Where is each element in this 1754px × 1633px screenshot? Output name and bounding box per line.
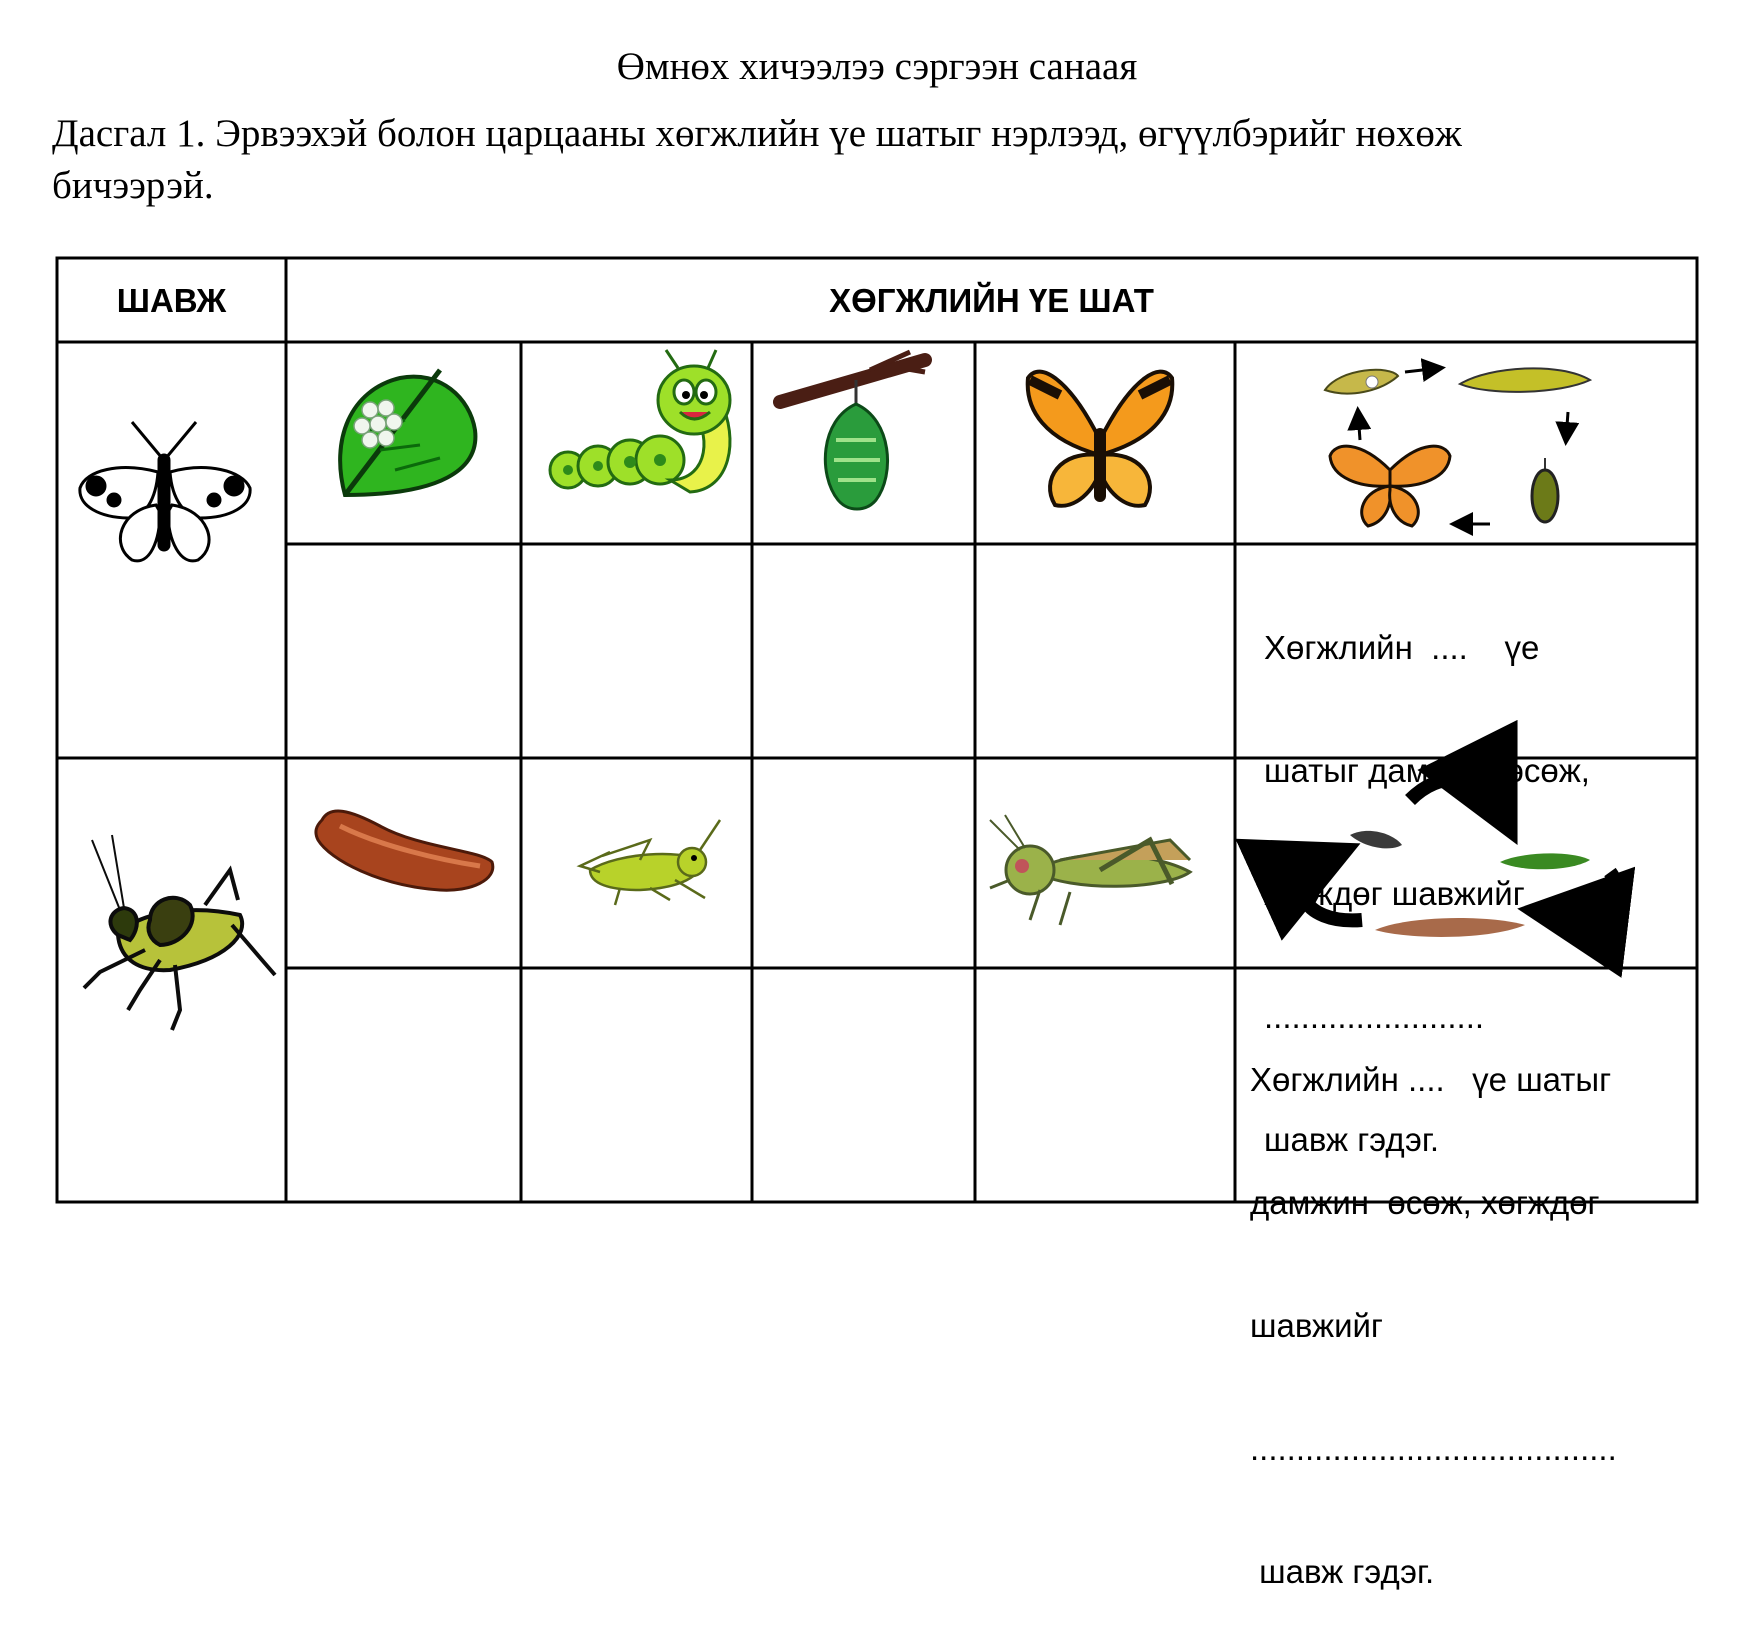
butterfly-sentence-line-3: хөгждөг шавжийг bbox=[1264, 875, 1525, 912]
adult-butterfly-icon bbox=[1028, 372, 1173, 506]
grasshopper-empty-answer-cell[interactable] bbox=[754, 970, 973, 1200]
column-header-insect: ШАВЖ bbox=[116, 282, 227, 319]
grasshopper-sentence-line-1: Хөгжлийн .... үе шатыг bbox=[1250, 1061, 1612, 1098]
adult-grasshopper-icon bbox=[990, 815, 1190, 925]
chrysalis-icon bbox=[780, 352, 925, 509]
grasshopper-nymph-answer-cell[interactable] bbox=[523, 970, 750, 1200]
leaf-with-eggs-icon bbox=[340, 370, 475, 495]
butterfly-larva-answer-cell[interactable] bbox=[523, 546, 750, 756]
instruction-line-2: бичээрэй. bbox=[52, 164, 214, 207]
butterfly-sentence-line-1: Хөгжлийн .... үе bbox=[1264, 629, 1540, 666]
butterfly-pupa-answer-cell[interactable] bbox=[754, 546, 973, 756]
butterfly-sentence-blank: ........................ bbox=[1264, 998, 1485, 1035]
page-title: Өмнөх хичээлээ сэргээн санаая bbox=[616, 45, 1138, 88]
grasshopper-adult-answer-cell[interactable] bbox=[977, 970, 1233, 1200]
nymph-icon bbox=[580, 820, 720, 905]
grasshopper-sentence-line-2: дамжин өсөж, хөгждөг bbox=[1250, 1184, 1600, 1221]
grasshopper-icon bbox=[84, 835, 275, 1030]
butterfly-sentence-line-5: шавж гэдэг. bbox=[1264, 1121, 1440, 1158]
grasshopper-sentence-blank: ........................................ bbox=[1250, 1430, 1617, 1467]
butterfly-adult-answer-cell[interactable] bbox=[977, 546, 1233, 756]
egg-pod-icon bbox=[316, 811, 493, 890]
butterfly-sentence-line-2: шатыг дамжин өсөж, bbox=[1264, 752, 1590, 789]
grasshopper-sentence bbox=[1250, 977, 1617, 1633]
column-header-stages: ХӨГЖЛИЙН ҮЕ ШАТ bbox=[829, 282, 1154, 319]
caterpillar-icon bbox=[550, 350, 730, 492]
grasshopper-egg-answer-cell[interactable] bbox=[288, 970, 519, 1200]
instruction-line-1: Дасгал 1. Эрвээхэй болон царцааны хөгжлийн үе шатыг нэрлээд, өгүүлбэрийг нөхөж bbox=[52, 112, 1462, 155]
butterfly-egg-answer-cell[interactable] bbox=[288, 546, 519, 756]
grasshopper-sentence-line-5: шавж гэдэг. bbox=[1250, 1553, 1435, 1590]
grasshopper-sentence-line-3: шавжийг bbox=[1250, 1307, 1383, 1344]
cabbage-white-butterfly-icon bbox=[80, 422, 250, 561]
butterfly-life-cycle-icon bbox=[1325, 368, 1590, 526]
